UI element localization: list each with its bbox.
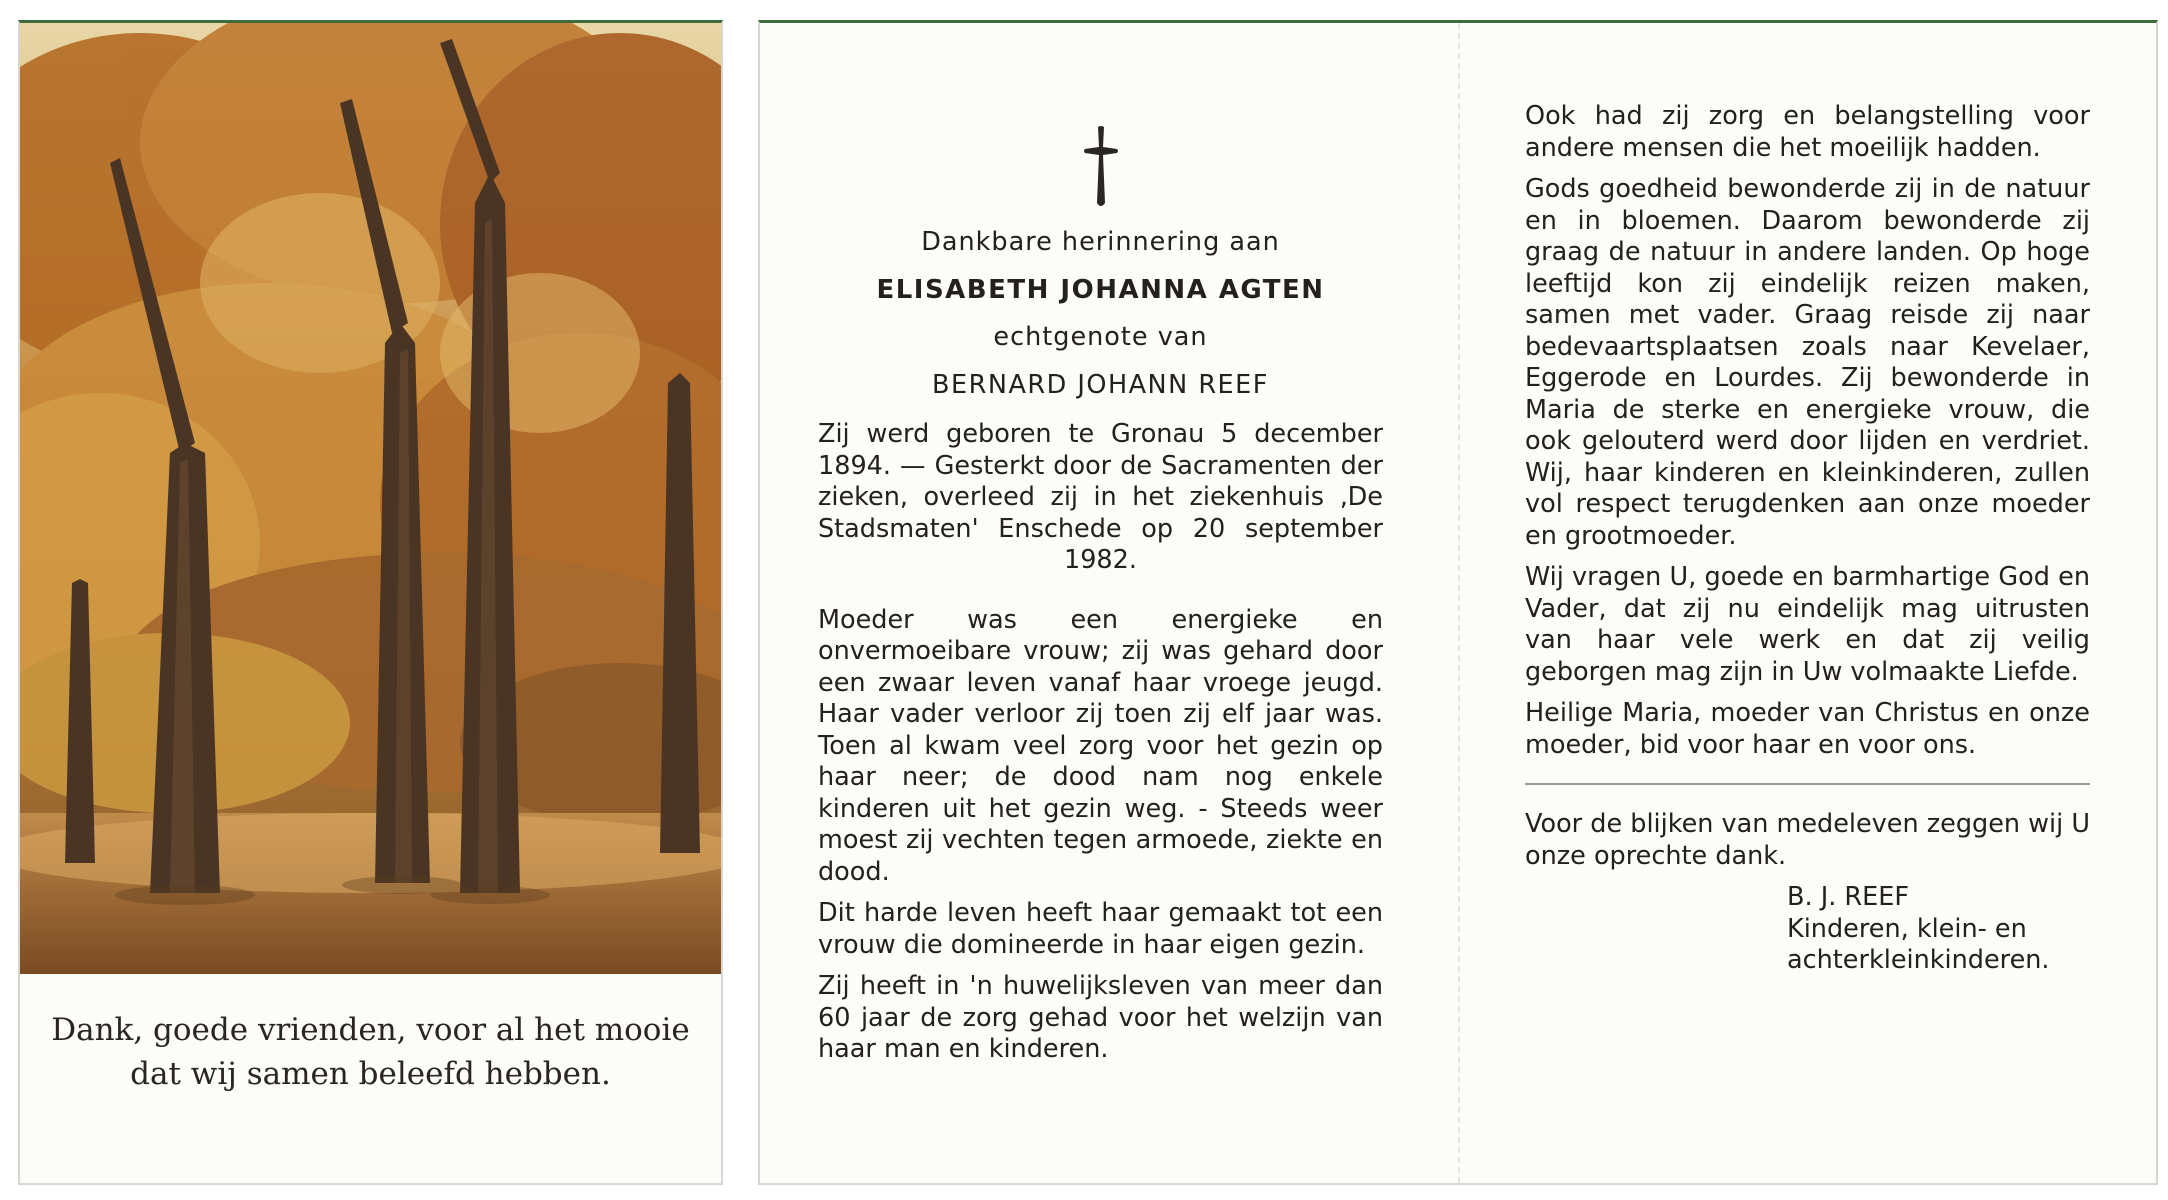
divider (1525, 783, 2090, 785)
signature-family: Kinderen, klein- en achterkleinkinderen. (1787, 913, 2050, 975)
biography-paragraph-1: Moeder was een energieke en onvermoeibare vrouw; zij was gehard door een zwaar leven vanaf haar vroege jeugd. Haar vader verloor zij toen zij elf jaar was. Toen al kwam veel zorg voor het gezin op haar neer; de dood nam nog enkele kinderen uit het gezin weg. - Steeds weer moest zij vechten tegen armoede, ziekte en dood. (818, 604, 1383, 887)
thanks-paragraph: Voor de blijken van medeleven zeggen wij U onze oprechte dank. (1525, 809, 2090, 871)
right-paragraph-3: Wij vragen U, goede en barmhartige God en Vader, dat zij nu eindelijk mag uitrusten van haar vele werk en dat zij veilig geborgen mag zijn in Uw volmaakte Liefde. (1525, 562, 2090, 687)
signature-name: B. J. REEF (1787, 882, 1910, 912)
right-card (758, 20, 2158, 1185)
spouse-name: BERNARD JOHANN REEF (932, 369, 1269, 400)
memorial-text-right-column (1525, 101, 2090, 977)
relation-text: echtgenote van (993, 322, 1208, 352)
right-paragraph-2: Gods goedheid bewonderde zij in de natuur en in bloemen. Daarom bewonderde zij graag de natuur in andere landen. Op hoge leeftijd kon zij eindelijk reizen maken, samen met vader. Graag reisde zij naar bedevaartsplaatsen zoals naar Kevelaer, Eggerode en Lourdes. Zij bewonderde in Maria de sterke en energieke vrouw, die ook gelouterd werd door lijden en verdriet. Wij, haar kinderen en kleinkinderen, zullen vol respect terugdenken aan onze moeder en grootmoeder. (1525, 174, 2090, 551)
caption-line-2: dat wij samen beleefd hebben. (130, 1056, 611, 1092)
caption-line-1: Dank, goede vrienden, voor al het mooie (51, 1012, 690, 1048)
latin-cross-icon (1081, 125, 1121, 209)
memorial-text-left-column (818, 83, 1383, 1076)
autumn-forest-photo (20, 23, 721, 974)
deceased-name: ELISABETH JOHANNA AGTEN (876, 274, 1325, 305)
right-paragraph-1: Ook had zij zorg en belangstelling voor andere mensen die het moeilijk hadden. (1525, 101, 2090, 163)
biography-paragraph-3: Zij heeft in 'n huwelijksleven van meer dan 60 jaar de zorg gehad voor het welzijn van haar man en kinderen. (818, 971, 1383, 1064)
heading: Dankbare herinnering aan (921, 227, 1280, 257)
birth-death-paragraph: Zij werd geboren te Gronau 5 december 1894. — Gesterkt door de Sacramenten der zieken, overleed zij in het ziekenhuis ‚De Stadsmaten' Enschede op 20 september 1982. (818, 419, 1383, 575)
left-card (18, 20, 723, 1185)
prayer-paragraph: Heilige Maria, moeder van Christus en onze moeder, bid voor haar en voor ons. (1525, 698, 2090, 760)
card-fold-line (1458, 23, 1460, 1183)
biography-paragraph-2: Dit harde leven heeft haar gemaakt tot een vrouw die domineerde in haar eigen gezin. (818, 898, 1383, 960)
memorial-caption (20, 1008, 721, 1096)
